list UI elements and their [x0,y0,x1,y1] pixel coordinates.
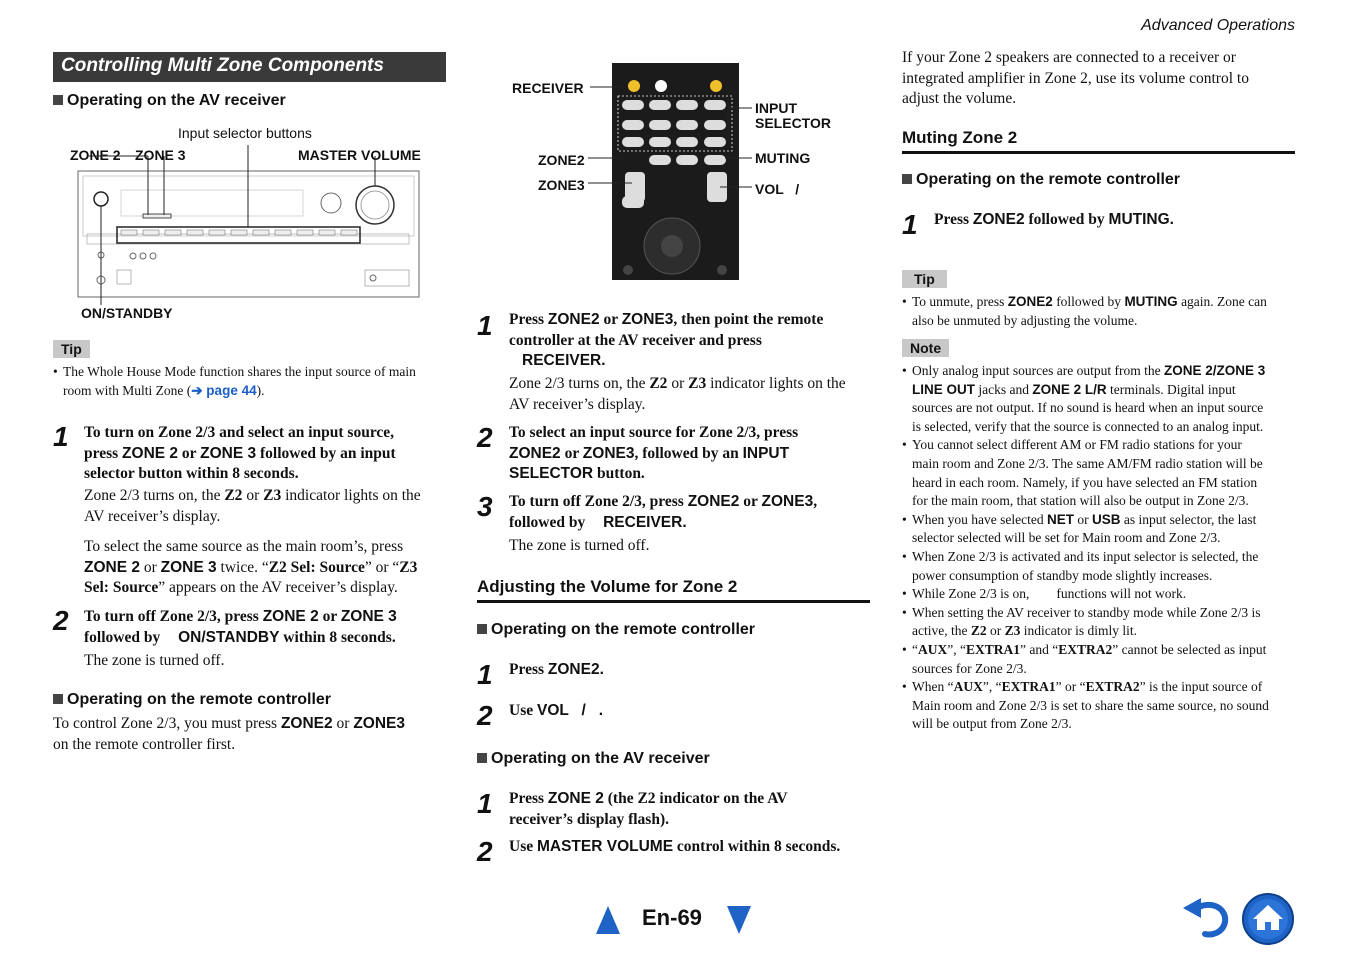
zone2-volume-intro: If your Zone 2 speakers are connected to a receiver or integrated amplifier in Zone 2, use its volume control to adjust the volume. [902,49,1249,107]
receiver-front-panel [55,120,435,330]
input-selector-caption: Input selector buttons [178,125,312,141]
receiver-callout: RECEIVER [512,80,584,96]
master-volume-caption: MASTER VOLUME [298,147,421,163]
prev-page-arrow-icon[interactable] [596,906,620,934]
subheading-av-receiver: Operating on the AV receiver [53,92,286,110]
step2-instruction: To turn off Zone 2/3, press ZONE 2 or ZONE 3 followed by ON/STANDBY within 8 seconds. [84,608,397,646]
notes-list [902,362,1300,734]
square-bullet-icon [902,174,912,184]
remote-step3-instruction: To turn off Zone 2/3, press ZONE2 or ZONE3, followed by RECEIVER. [509,493,818,531]
square-bullet-icon [477,624,487,634]
note-label: Note [902,339,949,358]
step-number: 1 [477,310,493,341]
next-page-arrow-icon[interactable] [727,906,751,934]
square-bullet-icon [53,95,63,105]
step-number: 1 [53,421,69,452]
note-item: • When you have selected NET or USB as input selector, the last selector selected will be set for Main room and Zone 2/3. [912,511,1300,548]
step2-result: The zone is turned off. [84,652,225,669]
receiver-diagram [55,120,435,330]
page-number: En-69 [642,905,702,930]
remote-step1-instruction: Press ZONE2 or ZONE3, then point the remote controller at the AV receiver and press RECEIVER. [509,311,824,369]
subheading-remote: Operating on the remote controller [477,621,755,639]
volume-step1: Press ZONE2. [509,661,604,678]
remote-intro: To control Zone 2/3, you must press ZONE2 or ZONE3 on the remote controller first. [53,715,405,753]
note-item: • When setting the AV receiver to standby mode while Zone 2/3 is active, the Z2 or Z3 indicator is dimly lit. [912,604,1300,641]
step-number: 2 [477,836,493,867]
zone3-callout: ZONE3 [538,177,585,193]
av-step2: Use MASTER VOLUME control within 8 seconds. [509,838,841,855]
muting-callout: MUTING [755,150,811,166]
volume-heading: Adjusting the Volume for Zone 2 [477,577,870,603]
back-arrow-icon[interactable] [1181,896,1229,938]
remote-diagram [508,60,848,284]
running-header: Advanced Operations [1141,17,1295,34]
subheading-av-receiver: Operating on the AV receiver [477,750,710,768]
note-item: • You cannot select different AM or FM radio stations for your main room and Zone 2/3. The same AM/FM radio station will be heard in each room. Namely, if you have selected an FM station for the main room, that station will also be output in Zone 2/3. [912,436,1300,510]
zone2-callout: ZONE2 [538,152,585,168]
step-number: 1 [477,659,493,690]
input-selector-callout: INPUT SELECTOR [755,100,831,131]
step1-instruction: To turn on Zone 2/3 and select an input source, press ZONE 2 or ZONE 3 followed by an input selector button within 8 seconds. [84,424,396,482]
note-item: • When “AUX”, “EXTRA1” or “EXTRA2” is the input source of Main room and Zone 2/3 is set to share the same source, no sound will be output from Zone 2/3. [912,678,1300,734]
note-item: • Only analog input sources are output from the ZONE 2/ZONE 3 LINE OUT jacks and ZONE 2 L/R terminals. Digital input sources are not output. If no sound is heard when an input source is selected, verify that the source is connected to an analog input. [912,362,1300,436]
tip-label: Tip [53,340,90,359]
subheading-remote: Operating on the remote controller [53,691,331,709]
square-bullet-icon [477,753,487,763]
step-number: 1 [902,209,918,240]
remote-step3-result: The zone is turned off. [509,537,650,554]
remote-step1-result: Zone 2/3 turns on, the Z2 or Z3 indicator lights on the AV receiver’s display. [509,375,846,413]
on-standby-caption: ON/STANDBY [81,305,173,321]
page-44-link[interactable]: ➔ page 44 [191,382,257,398]
step-number: 2 [477,422,493,453]
tip-text: • To unmute, press ZONE2 followed by MUTING again. Zone can also be unmuted by adjusting the volume. [902,293,1297,330]
muting-step1: Press ZONE2 followed by MUTING. [934,211,1174,228]
step-number: 1 [477,788,493,819]
step-number: 3 [477,491,493,522]
note-item: • When Zone 2/3 is activated and its input selector is selected, the power consumption of standby mode slightly increases. [912,548,1300,585]
volume-step2: Use VOL / . [509,702,604,719]
home-icon[interactable] [1241,892,1295,946]
tip-label: Tip [902,270,947,289]
note-item: • While Zone 2/3 is on, functions will not work. [912,585,1300,604]
av-step1: Press ZONE 2 (the Z2 indicator on the AV receiver’s display flash). [509,790,788,828]
section-title: Controlling Multi Zone Components [53,52,446,82]
step1-result: Zone 2/3 turns on, the Z2 or Z3 indicator lights on the AV receiver’s display. To select the same source as the main room’s, press ZONE 2 or ZONE 3 twice. “Z2 Sel: Source” or “Z3 Sel: Source” appears on the AV receiver’s display. [84,487,421,596]
remote-step2-instruction: To select an input source for Zone 2/3, press ZONE2 or ZONE3, followed by an INPUT SELECTOR button. [509,424,799,482]
step-number: 2 [53,605,69,636]
vol-callout: VOL / [755,181,800,197]
zone2-caption: ZONE 2 [70,147,121,163]
square-bullet-icon [53,694,63,704]
tip-text: • The Whole House Mode function shares the input source of main room with Multi Zone (➔ page 44). [53,363,445,400]
note-item: • “AUX”, “EXTRA1” and “EXTRA2” cannot be selected as input sources for Zone 2/3. [912,641,1300,678]
muting-heading: Muting Zone 2 [902,128,1295,154]
subheading-remote: Operating on the remote controller [902,171,1180,189]
zone3-caption: ZONE 3 [135,147,186,163]
step-number: 2 [477,700,493,731]
